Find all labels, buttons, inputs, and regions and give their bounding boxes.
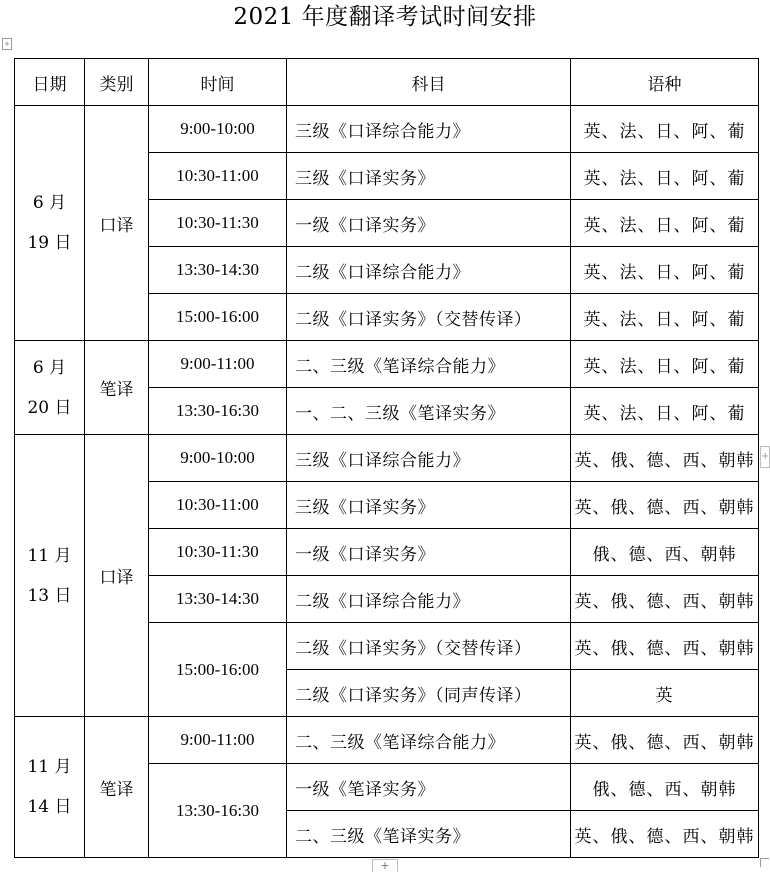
date-month: 11 月 xyxy=(27,545,72,566)
language-cell: 英 xyxy=(571,670,759,717)
language-cell: 英、法、日、阿、葡 xyxy=(571,153,759,200)
subject-cell: 二、三级《笔译综合能力》 xyxy=(287,717,571,764)
language-cell: 英、法、日、阿、葡 xyxy=(571,247,759,294)
header-date: 日期 xyxy=(15,59,85,106)
time-cell: 15:00-16:00 xyxy=(149,623,287,717)
subject-cell: 三级《口译综合能力》 xyxy=(287,106,571,153)
page-title: 2021 年度翻译考试时间安排 xyxy=(233,4,537,30)
add-column-handle-icon[interactable]: + xyxy=(760,446,770,468)
exam-schedule-table xyxy=(14,58,759,858)
time-cell: 9:00-11:00 xyxy=(149,341,287,388)
table-header-row xyxy=(15,59,759,106)
time-cell: 9:00-11:00 xyxy=(149,717,287,764)
date-day: 20 日 xyxy=(27,397,72,418)
language-cell: 英、俄、德、西、朝韩 xyxy=(571,811,759,858)
time-cell: 13:30-14:30 xyxy=(149,576,287,623)
subject-cell: 一级《口译实务》 xyxy=(287,529,571,576)
header-category: 类别 xyxy=(85,59,149,106)
language-cell: 英、俄、德、西、朝韩 xyxy=(571,435,759,482)
subject-cell: 二级《口译实务》（交替传译） xyxy=(287,294,571,341)
time-cell: 9:00-10:00 xyxy=(149,435,287,482)
category-cell: 笔译 xyxy=(85,341,149,435)
date-month: 6 月 xyxy=(32,357,67,378)
time-cell: 9:00-10:00 xyxy=(149,106,287,153)
time-cell: 10:30-11:00 xyxy=(149,482,287,529)
date-month: 11 月 xyxy=(27,757,72,777)
language-cell: 英、法、日、阿、葡 xyxy=(571,200,759,247)
header-time: 时间 xyxy=(149,59,287,106)
language-cell: 英、俄、德、西、朝韩 xyxy=(571,623,759,670)
language-cell: 英、俄、德、西、朝韩 xyxy=(571,576,759,623)
date-day: 19 日 xyxy=(27,233,72,253)
subject-cell: 三级《口译实务》 xyxy=(287,482,571,529)
subject-cell: 一级《笔译实务》 xyxy=(287,764,571,811)
subject-cell: 二、三级《笔译综合能力》 xyxy=(287,341,571,388)
time-cell: 15:00-16:00 xyxy=(149,294,287,341)
date-cell xyxy=(15,435,85,717)
date-cell xyxy=(15,717,85,858)
language-cell: 英、法、日、阿、葡 xyxy=(571,106,759,153)
language-cell: 英、法、日、阿、葡 xyxy=(571,294,759,341)
category-cell: 口译 xyxy=(85,106,149,341)
date-cell xyxy=(15,106,85,341)
language-cell: 英、法、日、阿、葡 xyxy=(571,388,759,435)
subject-cell: 三级《口译综合能力》 xyxy=(287,435,571,482)
subject-cell: 一级《口译实务》 xyxy=(287,200,571,247)
date-month: 6 月 xyxy=(32,193,67,213)
header-subject: 科目 xyxy=(287,59,571,106)
table-row xyxy=(15,106,759,153)
subject-cell: 二级《口译综合能力》 xyxy=(287,247,571,294)
table-move-handle-icon[interactable]: + xyxy=(2,38,12,50)
time-cell: 13:30-16:30 xyxy=(149,388,287,435)
table-row xyxy=(15,341,759,388)
date-day: 14 日 xyxy=(27,797,72,817)
table-row xyxy=(15,717,759,764)
subject-cell: 二级《口译实务》（同声传译） xyxy=(287,670,571,717)
language-cell: 俄、德、西、朝韩 xyxy=(571,764,759,811)
category-cell: 笔译 xyxy=(85,717,149,858)
time-cell: 13:30-16:30 xyxy=(149,764,287,858)
header-language: 语种 xyxy=(571,59,759,106)
subject-cell: 二级《口译实务》（交替传译） xyxy=(287,623,571,670)
subject-cell: 二、三级《笔译实务》 xyxy=(287,811,571,858)
add-row-handle-icon[interactable]: + xyxy=(372,859,398,872)
language-cell: 英、法、日、阿、葡 xyxy=(571,341,759,388)
table-resize-handle-icon[interactable] xyxy=(760,858,769,867)
language-cell: 英、俄、德、西、朝韩 xyxy=(571,717,759,764)
language-cell: 俄、德、西、朝韩 xyxy=(571,529,759,576)
time-cell: 10:30-11:00 xyxy=(149,153,287,200)
subject-cell: 二级《口译综合能力》 xyxy=(287,576,571,623)
time-cell: 13:30-14:30 xyxy=(149,247,287,294)
category-cell: 口译 xyxy=(85,435,149,717)
table-row xyxy=(15,435,759,482)
subject-cell: 三级《口译实务》 xyxy=(287,153,571,200)
time-cell: 10:30-11:30 xyxy=(149,529,287,576)
language-cell: 英、俄、德、西、朝韩 xyxy=(571,482,759,529)
date-cell xyxy=(15,341,85,435)
subject-cell: 一、二、三级《笔译实务》 xyxy=(287,388,571,435)
time-cell: 10:30-11:30 xyxy=(149,200,287,247)
date-day: 13 日 xyxy=(27,585,72,606)
